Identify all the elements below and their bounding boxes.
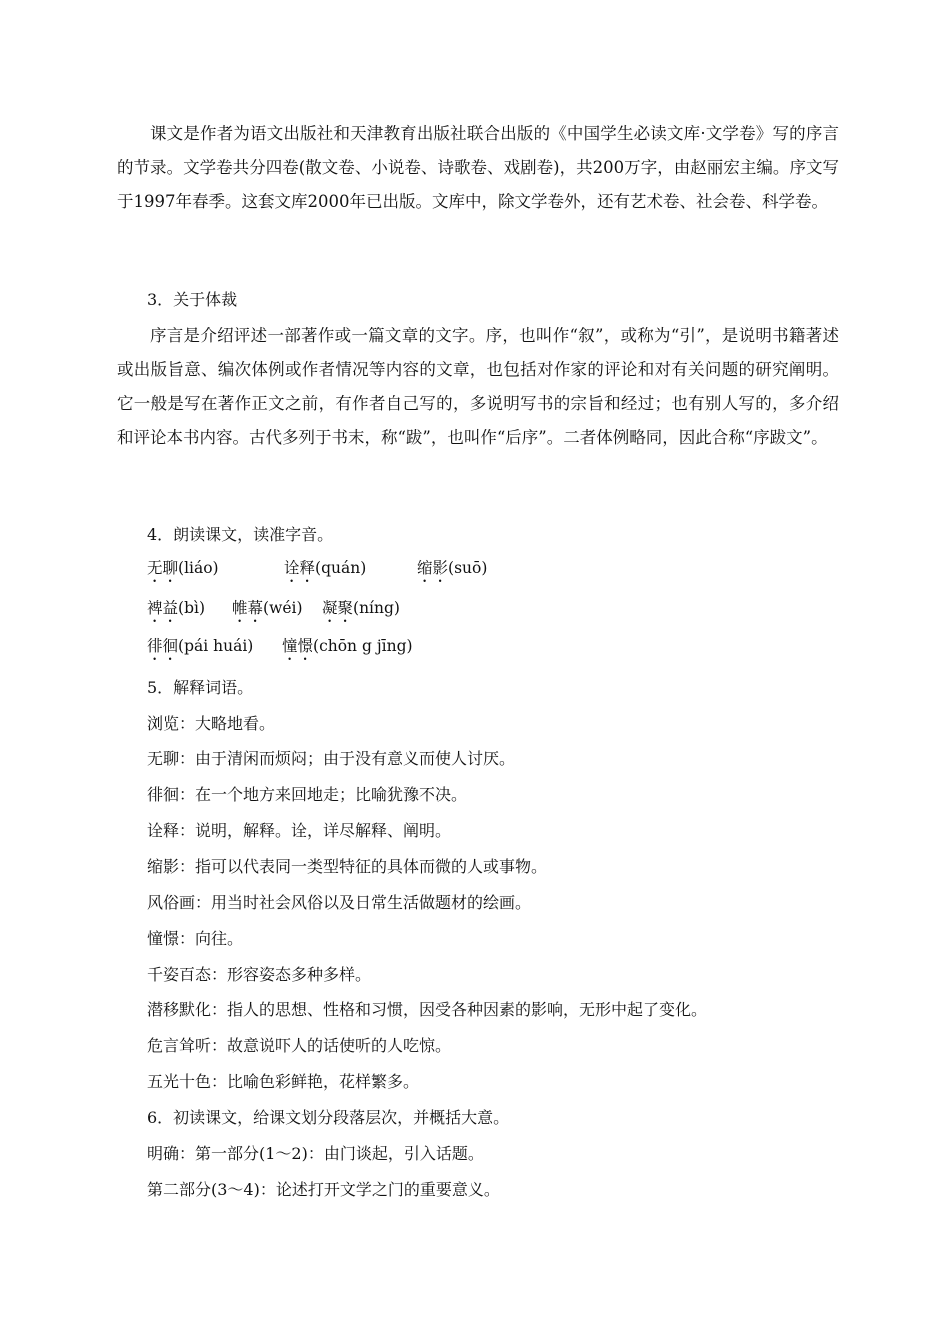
vocab-item: 缩影：指可以代表同一类型特征的具体而微的人或事物。 (147, 857, 548, 876)
pinyin-item (322, 596, 400, 626)
genre-paragraph: 序言是介绍评述一部著作或一篇文章的文字。序，也叫作“叙”，或称为“引”，是说明书籍著述或出版旨意、编次体例或作者情况等内容的文章，也包括对作家的评论和对有关问题的研究阐明。它一般是写在著作正文之前，有作者自己写的，多说明写书的宗旨和经过；也有别人写的，多介绍和评论本书内容。古代多列于书末，称“跋”，也叫作“后序”。二者体例略同，因此合称“序跋文”。 (117, 326, 839, 447)
section-6-heading: 6．初读课文，给课文划分段落层次，并概括大意。 (147, 1108, 510, 1127)
pinyin-reading: (pái huái) (178, 637, 254, 655)
pinyin-item (417, 556, 487, 586)
pinyin-item (147, 596, 205, 626)
vocab-item: 憧憬：向往。 (147, 929, 244, 948)
vocab-item: 千姿百态：形容姿态多种多样。 (147, 965, 372, 984)
pinyin-reading: (chōn g jīng) (313, 637, 413, 655)
pinyin-item (147, 556, 219, 586)
section-3-heading: 3．关于体裁 (147, 290, 238, 309)
structure-line: 第二部分(3～4)：论述打开文学之门的重要意义。 (147, 1180, 500, 1199)
pinyin-reading: (liáo) (178, 559, 219, 577)
section-4-heading: 4．朗读课文，读准字音。 (147, 525, 334, 544)
vocab-item: 徘徊：在一个地方来回地走；比喻犹豫不决。 (147, 785, 468, 804)
vocab-item: 无聊：由于清闲而烦闷；由于没有意义而使人讨厌。 (147, 749, 516, 768)
pinyin-word: 无聊 (147, 559, 179, 577)
pinyin-word: 帷幕 (232, 599, 264, 617)
vocab-item: 五光十色：比喻色彩鲜艳，花样繁多。 (147, 1072, 420, 1091)
vocab-item: 危言耸听：故意说吓人的话使听的人吃惊。 (147, 1036, 452, 1055)
pinyin-word: 憧憬 (282, 637, 314, 655)
vocab-item: 风俗画：用当时社会风俗以及日常生活做题材的绘画。 (147, 893, 532, 912)
pinyin-item (282, 634, 413, 664)
pinyin-item (284, 556, 366, 586)
pinyin-reading: (suō) (448, 559, 488, 577)
vocab-item: 诠释：说明，解释。诠，详尽解释、阐明。 (147, 821, 452, 840)
pinyin-item (232, 596, 303, 626)
pinyin-reading: (quán) (315, 559, 367, 577)
vocab-item: 浏览：大略地看。 (147, 714, 276, 733)
intro-paragraph: 课文是作者为语文出版社和天津教育出版社联合出版的《中国学生必读文库·文学卷》写的序言的节录。文学卷共分四卷(散文卷、小说卷、诗歌卷、戏剧卷)，共200万字，由赵丽宏主编。序文写于1997年春季。这套文库2000年已出版。文库中，除文学卷外，还有艺术卷、社会卷、科学卷。 (117, 124, 839, 211)
pinyin-reading: (níng) (353, 599, 400, 617)
section-5-heading: 5．解释词语。 (147, 678, 254, 697)
pinyin-word: 徘徊 (147, 637, 179, 655)
vocab-item: 潜移默化：指人的思想、性格和习惯，因受各种因素的影响，无形中起了变化。 (147, 1000, 708, 1019)
pinyin-item (147, 634, 253, 664)
pinyin-reading: (wéi) (263, 599, 303, 617)
pinyin-word: 凝聚 (322, 599, 354, 617)
structure-line: 明确：第一部分(1～2)：由门谈起，引入话题。 (147, 1144, 484, 1163)
pinyin-word: 裨益 (147, 599, 179, 617)
pinyin-word: 诠释 (284, 559, 316, 577)
pinyin-reading: (bì) (178, 599, 205, 617)
pinyin-word: 缩影 (417, 559, 449, 577)
